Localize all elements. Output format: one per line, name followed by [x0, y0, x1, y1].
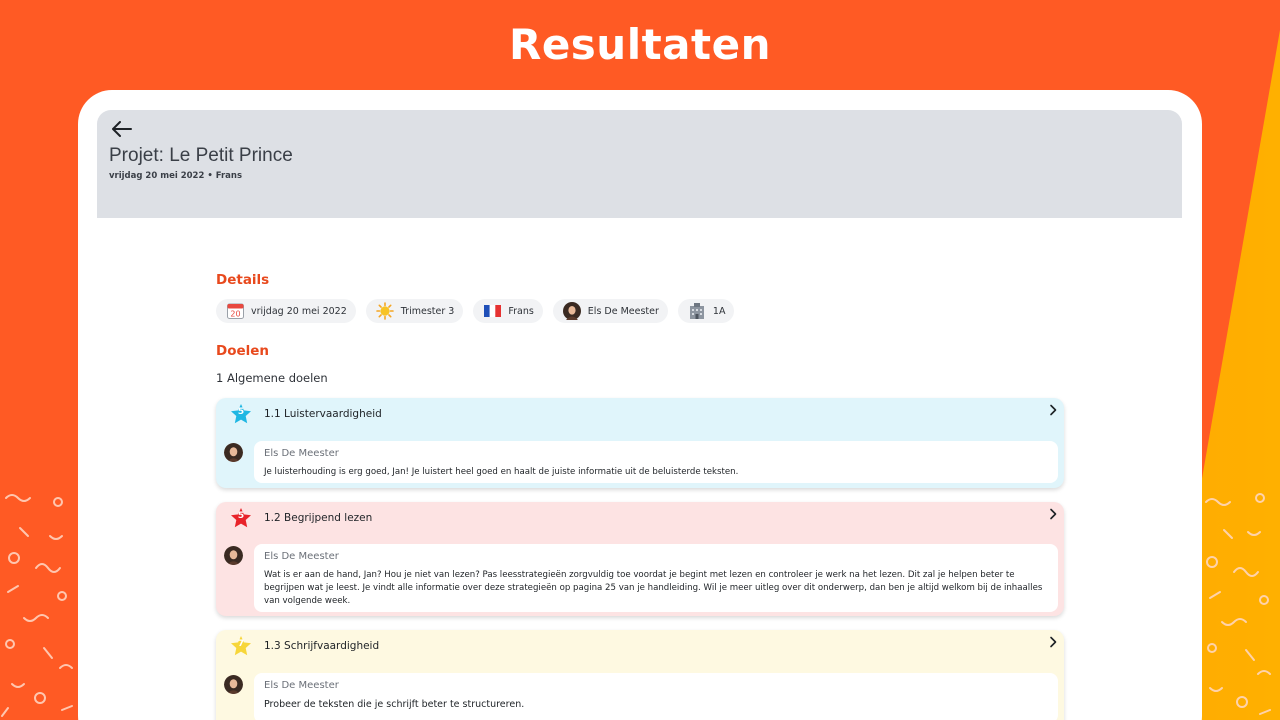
- page-header: [97, 110, 1182, 218]
- teacher-avatar-icon: [563, 302, 581, 320]
- comment-bubble: [254, 673, 1058, 720]
- chip-trimester-label: Trimester 3: [400, 305, 455, 317]
- calendar-icon: [226, 302, 244, 320]
- goal-card-writing[interactable]: [216, 630, 1064, 720]
- comment-bubble: [254, 441, 1058, 483]
- back-button[interactable]: [109, 118, 135, 140]
- goals-heading: Doelen: [216, 343, 270, 359]
- sun-icon: [376, 302, 394, 320]
- goal-title: 1.3 Schrijfvaardigheid: [264, 640, 380, 652]
- device-frame: [78, 90, 1202, 720]
- chip-teacher-label: Els De Meester: [587, 305, 659, 317]
- chip-teacher: [553, 299, 668, 323]
- comment-text: Probeer de teksten die je schrijft beter te structureren.: [264, 699, 525, 710]
- goal-title: 1.1 Luistervaardigheid: [264, 408, 382, 420]
- star-score-icon: [230, 507, 252, 529]
- arrow-left-icon: [112, 121, 132, 137]
- chip-class-label: 1A: [712, 305, 726, 317]
- goal-score: 7: [237, 639, 245, 649]
- goal-header: [230, 402, 382, 426]
- page-subtitle: vrijdag 20 mei 2022 • Frans: [109, 171, 243, 181]
- squiggle-pattern-left: [0, 488, 80, 720]
- comment-author: Els De Meester: [264, 551, 339, 562]
- page-title: Projet: Le Petit Prince: [109, 145, 293, 166]
- comment-text: Wat is er aan de hand, Jan? Hou je niet van lezen? Pas leesstrategieën zorgvuldig toe voordat je begint met lezen en controleer je werk na het lezen. Dit zal je helpen beter te begrijpen wat je leest. Je vindt alle informatie over deze strategieën op pagina 25 van je handleiding. Wil je meer uitleg over dit onderwerp, dan ben je altijd welkom bij de inhaalles van volgende week.: [264, 570, 1043, 606]
- chip-subject: [473, 299, 542, 323]
- calendar-day: 20: [229, 309, 241, 319]
- chevron-right-icon: [1048, 404, 1058, 416]
- goal-card-reading[interactable]: [216, 502, 1064, 616]
- details-chips: [216, 299, 734, 323]
- goal-score: 5: [237, 407, 245, 417]
- comment-author: Els De Meester: [264, 448, 339, 459]
- comment-author: Els De Meester: [264, 680, 339, 691]
- school-building-icon: [688, 302, 706, 320]
- goal-title: 1.2 Begrijpend lezen: [264, 512, 373, 524]
- avatar: [224, 675, 243, 694]
- chip-subject-label: Frans: [508, 305, 534, 317]
- chevron-right-icon: [1048, 508, 1058, 520]
- details-heading: Details: [216, 272, 270, 288]
- goal-score: 5: [237, 511, 245, 521]
- comment-bubble: [254, 544, 1058, 612]
- goal-card-listening[interactable]: [216, 398, 1064, 488]
- hero-title: Resultaten: [508, 20, 771, 69]
- squiggle-pattern-right: [1200, 488, 1280, 720]
- chip-class: [678, 299, 735, 323]
- goal-header: [230, 506, 372, 530]
- chevron-right-icon: [1048, 636, 1058, 648]
- comment-text: Je luisterhouding is erg goed, Jan! Je luistert heel goed en haalt de juiste informatie uit de beluisterde teksten.: [264, 467, 739, 477]
- goal-header: [230, 634, 379, 658]
- star-score-icon: [230, 635, 252, 657]
- star-score-icon: [230, 403, 252, 425]
- avatar: [224, 443, 243, 462]
- avatar: [224, 546, 243, 565]
- goal-group-label: 1 Algemene doelen: [216, 371, 328, 385]
- chip-date-label: vrijdag 20 mei 2022: [251, 305, 347, 317]
- chip-date: [216, 299, 356, 323]
- french-flag-icon: [483, 302, 501, 320]
- header-wave: [97, 210, 1182, 224]
- chip-trimester: [366, 299, 464, 323]
